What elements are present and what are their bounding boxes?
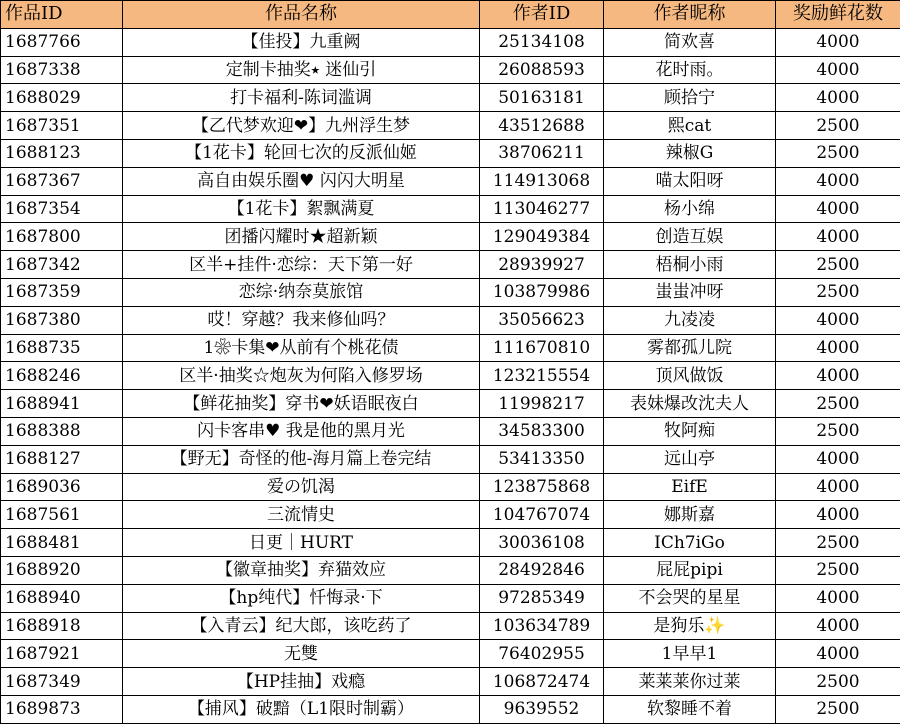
table-row bbox=[1, 278, 900, 306]
author-id-cell: 103879986 bbox=[480, 278, 604, 306]
work-name-cell: 区半·抽奖☆炮灰为何陷入修罗场 bbox=[123, 362, 480, 390]
author-nickname-cell: 花时雨。 bbox=[604, 56, 776, 84]
author-nickname-cell: 1早早1 bbox=[604, 640, 776, 668]
flower-reward-cell: 4000 bbox=[776, 612, 900, 640]
table-row bbox=[1, 445, 900, 473]
table-body bbox=[1, 28, 900, 723]
work-name-cell: 【捕风】破黯（L1限时制霸） bbox=[123, 695, 480, 723]
author-nickname-cell: 简欢喜 bbox=[604, 28, 776, 56]
author-nickname-cell: 牧阿痴 bbox=[604, 417, 776, 445]
work-id-cell: 1688941 bbox=[1, 390, 123, 418]
author-id-cell: 129049384 bbox=[480, 223, 604, 251]
work-id-cell: 1687349 bbox=[1, 668, 123, 696]
author-nickname-cell: 软黎睡不着 bbox=[604, 695, 776, 723]
author-nickname-cell: 远山亭 bbox=[604, 445, 776, 473]
flower-reward-cell: 4000 bbox=[776, 56, 900, 84]
author-nickname-cell: 创造互娱 bbox=[604, 223, 776, 251]
table-row bbox=[1, 668, 900, 696]
author-id-cell: 123875868 bbox=[480, 473, 604, 501]
work-name-cell: 爱の饥渴 bbox=[123, 473, 480, 501]
work-id-cell: 1687338 bbox=[1, 56, 123, 84]
work-name-cell: 日更｜HURT bbox=[123, 529, 480, 557]
author-nickname-cell: 杨小绵 bbox=[604, 195, 776, 223]
flower-reward-cell: 2500 bbox=[776, 251, 900, 279]
work-id-cell: 1688123 bbox=[1, 139, 123, 167]
author-nickname-cell: ICh7iGo bbox=[604, 529, 776, 557]
flower-reward-cell: 4000 bbox=[776, 445, 900, 473]
author-nickname-cell: 屁屁pipi bbox=[604, 556, 776, 584]
work-name-cell: 恋综·纳奈莫旅馆 bbox=[123, 278, 480, 306]
flower-reward-cell: 4000 bbox=[776, 167, 900, 195]
author-nickname-cell: 九凌凌 bbox=[604, 306, 776, 334]
author-nickname-cell: 莱莱莱你过莱 bbox=[604, 668, 776, 696]
work-id-cell: 1688127 bbox=[1, 445, 123, 473]
work-id-cell: 1689036 bbox=[1, 473, 123, 501]
work-name-cell: 【徽章抽奖】弃猫效应 bbox=[123, 556, 480, 584]
author-id-cell: 103634789 bbox=[480, 612, 604, 640]
table-row bbox=[1, 473, 900, 501]
work-id-cell: 1687800 bbox=[1, 223, 123, 251]
work-id-cell: 1689873 bbox=[1, 695, 123, 723]
work-id-cell: 1687351 bbox=[1, 112, 123, 140]
flower-reward-cell: 4000 bbox=[776, 195, 900, 223]
flower-reward-cell: 4000 bbox=[776, 28, 900, 56]
author-id-cell: 34583300 bbox=[480, 417, 604, 445]
table-row bbox=[1, 584, 900, 612]
table-row bbox=[1, 640, 900, 668]
work-name-cell: 【入青云】纪大郎，该吃药了 bbox=[123, 612, 480, 640]
flower-reward-cell: 4000 bbox=[776, 223, 900, 251]
work-id-cell: 1687380 bbox=[1, 306, 123, 334]
column-header-author-id: 作者ID bbox=[480, 1, 604, 29]
work-id-cell: 1688029 bbox=[1, 84, 123, 112]
work-name-cell: 闪卡客串♥ 我是他的黑月光 bbox=[123, 417, 480, 445]
work-id-cell: 1688940 bbox=[1, 584, 123, 612]
author-id-cell: 76402955 bbox=[480, 640, 604, 668]
table-row bbox=[1, 112, 900, 140]
table-row bbox=[1, 501, 900, 529]
table-row bbox=[1, 334, 900, 362]
flower-reward-cell: 4000 bbox=[776, 306, 900, 334]
author-id-cell: 28939927 bbox=[480, 251, 604, 279]
author-nickname-cell: 熙cat bbox=[604, 112, 776, 140]
work-name-cell: 【乙代梦欢迎❤】九州浮生梦 bbox=[123, 112, 480, 140]
author-id-cell: 43512688 bbox=[480, 112, 604, 140]
table-row bbox=[1, 251, 900, 279]
author-nickname-cell: 娜斯嘉 bbox=[604, 501, 776, 529]
author-id-cell: 11998217 bbox=[480, 390, 604, 418]
author-id-cell: 106872474 bbox=[480, 668, 604, 696]
flower-reward-cell: 2500 bbox=[776, 278, 900, 306]
flower-reward-cell: 4000 bbox=[776, 640, 900, 668]
author-id-cell: 111670810 bbox=[480, 334, 604, 362]
work-name-cell: 定制卡抽奖⭑ 迷仙引 bbox=[123, 56, 480, 84]
work-id-cell: 1688388 bbox=[1, 417, 123, 445]
work-name-cell: 三流情史 bbox=[123, 501, 480, 529]
work-name-cell: 【佳投】九重阙 bbox=[123, 28, 480, 56]
table-row bbox=[1, 223, 900, 251]
table-row bbox=[1, 417, 900, 445]
work-id-cell: 1688246 bbox=[1, 362, 123, 390]
flower-reward-cell: 4000 bbox=[776, 473, 900, 501]
flower-reward-cell: 4000 bbox=[776, 501, 900, 529]
work-name-cell: 【1花卡】轮回七次的反派仙姬 bbox=[123, 139, 480, 167]
header-row bbox=[1, 1, 900, 29]
work-name-cell: 无雙 bbox=[123, 640, 480, 668]
work-name-cell: 打卡福利-陈词滥调 bbox=[123, 84, 480, 112]
work-name-cell: 【1花卡】絮飘满夏 bbox=[123, 195, 480, 223]
flower-reward-cell: 2500 bbox=[776, 417, 900, 445]
work-id-cell: 1687921 bbox=[1, 640, 123, 668]
flower-reward-cell: 2500 bbox=[776, 529, 900, 557]
column-header-flower-reward: 奖励鲜花数 bbox=[776, 1, 900, 29]
table-row bbox=[1, 612, 900, 640]
work-id-cell: 1687561 bbox=[1, 501, 123, 529]
work-name-cell: 团播闪耀时★超新颖 bbox=[123, 223, 480, 251]
table-row bbox=[1, 84, 900, 112]
author-nickname-cell: 顶风做饭 bbox=[604, 362, 776, 390]
table-row bbox=[1, 390, 900, 418]
author-id-cell: 9639552 bbox=[480, 695, 604, 723]
author-nickname-cell: 梧桐小雨 bbox=[604, 251, 776, 279]
author-id-cell: 50163181 bbox=[480, 84, 604, 112]
flower-reward-cell: 4000 bbox=[776, 84, 900, 112]
author-nickname-cell: EifE bbox=[604, 473, 776, 501]
flower-reward-cell: 2500 bbox=[776, 112, 900, 140]
work-id-cell: 1687342 bbox=[1, 251, 123, 279]
flower-reward-cell: 4000 bbox=[776, 362, 900, 390]
table-row bbox=[1, 695, 900, 723]
author-nickname-cell: 雾都孤儿院 bbox=[604, 334, 776, 362]
table-row bbox=[1, 56, 900, 84]
work-name-cell: 【鲜花抽奖】穿书❤妖语眠夜白 bbox=[123, 390, 480, 418]
work-id-cell: 1687354 bbox=[1, 195, 123, 223]
table-row bbox=[1, 28, 900, 56]
flower-reward-cell: 2500 bbox=[776, 390, 900, 418]
flower-reward-cell: 2500 bbox=[776, 695, 900, 723]
work-name-cell: 高自由娱乐圈♥ 闪闪大明星 bbox=[123, 167, 480, 195]
author-id-cell: 30036108 bbox=[480, 529, 604, 557]
flower-reward-cell: 4000 bbox=[776, 584, 900, 612]
flower-reward-cell: 4000 bbox=[776, 334, 900, 362]
column-header-work-name: 作品名称 bbox=[123, 1, 480, 29]
author-id-cell: 97285349 bbox=[480, 584, 604, 612]
author-id-cell: 114913068 bbox=[480, 167, 604, 195]
work-id-cell: 1687766 bbox=[1, 28, 123, 56]
author-nickname-cell: 不会哭的星星 bbox=[604, 584, 776, 612]
table-row bbox=[1, 167, 900, 195]
author-nickname-cell: 是狗乐✨ bbox=[604, 612, 776, 640]
work-id-cell: 1687359 bbox=[1, 278, 123, 306]
work-name-cell: 【野无】奇怪的他-海月篇上卷完结 bbox=[123, 445, 480, 473]
flower-reward-cell: 2500 bbox=[776, 139, 900, 167]
author-nickname-cell: 顾拾宁 bbox=[604, 84, 776, 112]
author-id-cell: 35056623 bbox=[480, 306, 604, 334]
work-name-cell: 【HP挂抽】戏瘾 bbox=[123, 668, 480, 696]
table-row bbox=[1, 306, 900, 334]
column-header-work-id: 作品ID bbox=[1, 1, 123, 29]
author-nickname-cell: 蚩蚩冲呀 bbox=[604, 278, 776, 306]
work-name-cell: 区半+挂件·恋综：天下第一好 bbox=[123, 251, 480, 279]
flower-reward-cell: 2500 bbox=[776, 556, 900, 584]
work-id-cell: 1688735 bbox=[1, 334, 123, 362]
author-id-cell: 38706211 bbox=[480, 139, 604, 167]
author-id-cell: 53413350 bbox=[480, 445, 604, 473]
work-name-cell: 哎！穿越？我来修仙吗？ bbox=[123, 306, 480, 334]
work-id-cell: 1687367 bbox=[1, 167, 123, 195]
author-id-cell: 26088593 bbox=[480, 56, 604, 84]
work-name-cell: 1❀卡集❤从前有个桃花债 bbox=[123, 334, 480, 362]
author-nickname-cell: 辣椒G bbox=[604, 139, 776, 167]
work-name-cell: 【hp纯代】忏悔录·下 bbox=[123, 584, 480, 612]
work-id-cell: 1688918 bbox=[1, 612, 123, 640]
author-nickname-cell: 表妹爆改沈夫人 bbox=[604, 390, 776, 418]
table-row bbox=[1, 362, 900, 390]
work-id-cell: 1688481 bbox=[1, 529, 123, 557]
work-id-cell: 1688920 bbox=[1, 556, 123, 584]
author-id-cell: 113046277 bbox=[480, 195, 604, 223]
author-nickname-cell: 喵太阳呀 bbox=[604, 167, 776, 195]
author-id-cell: 25134108 bbox=[480, 28, 604, 56]
column-header-author-nickname: 作者昵称 bbox=[604, 1, 776, 29]
table-row bbox=[1, 195, 900, 223]
flower-reward-cell: 2500 bbox=[776, 668, 900, 696]
author-id-cell: 104767074 bbox=[480, 501, 604, 529]
author-id-cell: 123215554 bbox=[480, 362, 604, 390]
table-row bbox=[1, 529, 900, 557]
table-row bbox=[1, 139, 900, 167]
table-row bbox=[1, 556, 900, 584]
author-id-cell: 28492846 bbox=[480, 556, 604, 584]
